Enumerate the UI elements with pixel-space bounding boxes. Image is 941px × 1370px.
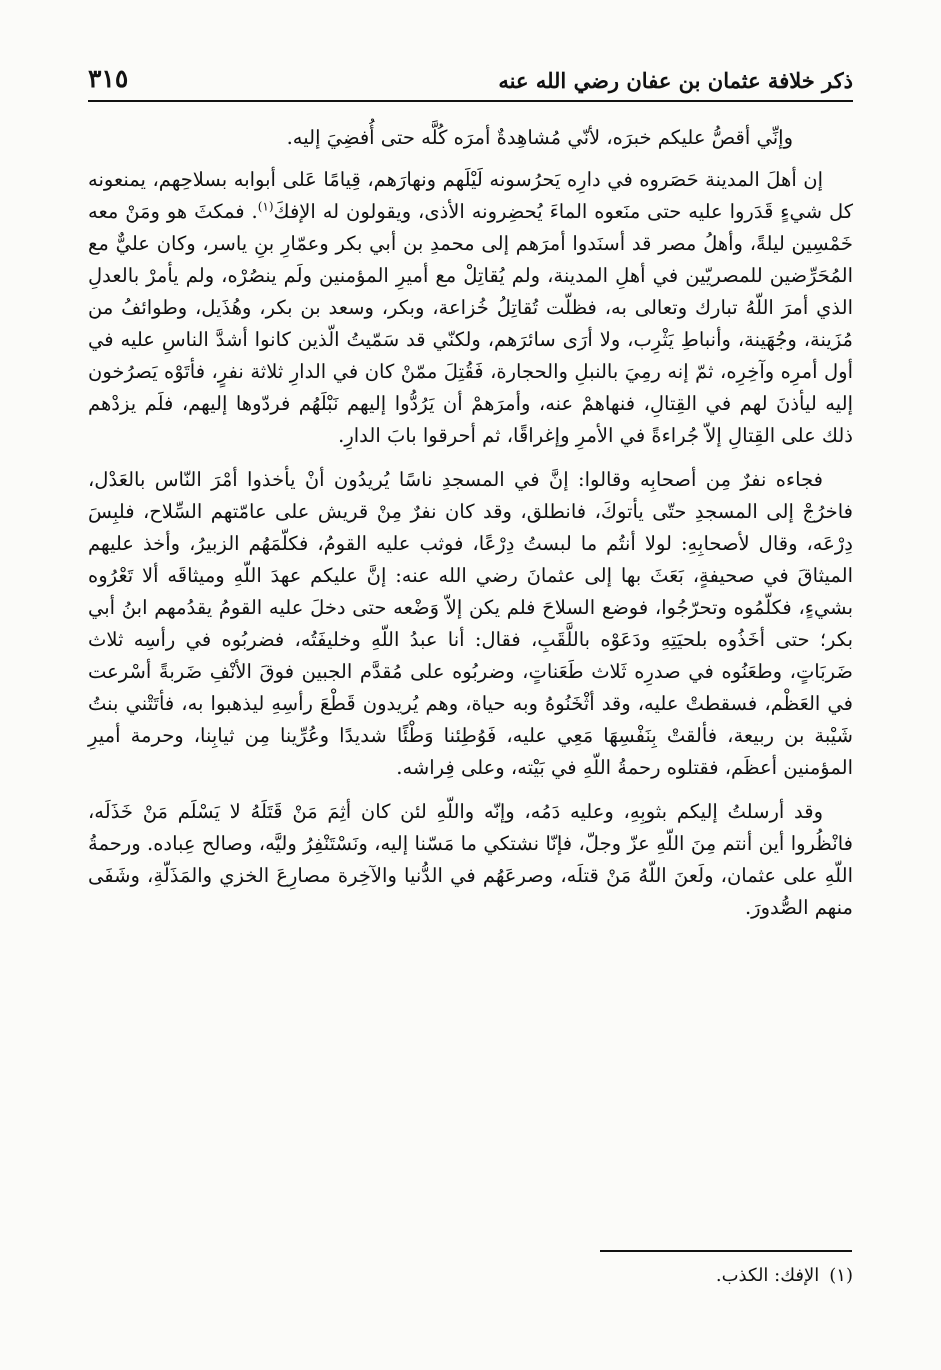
paragraph-2-part-b: . فمكثَ هو ومَنْ معه خَمْسِين ليلةً، وأهلُ مصر قد أسنَدوا أمرَهم إلى محمدِ بن أبي بكر وعمّارِ بنِ ياسر، وكان عليٌّ مع المُحَرِّضين للمصريّين في أهلِ المدينة، ولم يُقاتِلْ مع أميرِ المؤمنين ولَم ينصُرْه، ولم يأمرْ بالعدلِ الذي أمرَ اللّهُ تبارك وتعالى به، فظلّت تُقاتِلُ خُزاعة، وبكر، وسعد بن بكر، وهُذَيل، وطوائفُ من مُزَينة، وجُهَينة، وأنباطِ يَثْرِب، ولا أرَى سائرَهم، ولكنّي قد سَمّيتُ الّذين كانوا أشدَّ الناسِ عليه في أول أمرِه وآخِرِه، ثمّ إنه رمِيَ بالنبلِ والحجارة، فَقُتِلَ ممّنْ كان في الدارِ ثلاثة نفرٍ، فأتَوْه يَصرُخون إليه ليأذنَ لهم في القِتالِ، فنهاهمْ عنه، وأمرَهمْ أن يَرُدُّوا إليهم نَبْلَهُم فردّوها إليهم، فلَم يزدْهم ذلك على القِتالِ إلاّ جُراءةً في الأمرِ وإغراقًا، ثم أحرقوا بابَ الدارِ. <box>88 200 853 447</box>
paragraph-1: وإنِّي أقصُّ عليكم خبرَه، لأنّي مُشاهِدةٌ أمرَه كُلَّه حتى أُفضِيَ إليه. <box>286 126 793 149</box>
footnote-number: (١) <box>829 1265 853 1286</box>
paragraph-4: وقد أرسلتُ إليكم بثوبِهِ، وعليه دَمُه، وإنّه واللّهِ لئن كان أثِمَ مَنْ قَتَلَهُ لا يَسْلَم مَنْ خَذَلَه، فانْظُروا أين أنتم مِنَ اللّهِ عزّ وجلّ، فإنّا نشتكي ما مَسّنا إليه، ونَسْتَنْفِرُ وليَّه، وصالح عِباده. ورحمةُ اللّهِ على عثمان، ولَعنَ اللّهُ مَنْ قتلَه، وصرعَهُم في الدُّنيا والآخِرة مصارِعَ الخزي والمَذَلّةِ، وشَفَى منهم الصُّدورَ. <box>88 800 853 919</box>
footnote-rule <box>600 1250 852 1252</box>
footnote-reference: (١) <box>257 199 274 214</box>
header-rule <box>88 100 853 102</box>
paragraph-3: فجاءه نفرٌ مِن أصحابِه وقالوا: إنَّ في المسجدِ ناسًا يُريدُون أنْ يأخذوا أمْرَ النّاس بالعَدْل، فاخرُجْ إلى المسجدِ حتّى يأتوكَ، فانطلق، وقد كان نفرٌ مِنْ قريش على عامّتهم السِّلاح، فلبِسَ دِرْعَه، وقال لأصحابِهِ: لولا أنتُم ما لبستُ دِرْعًا، فوثب عليه القومُ، فكلّمَهُم الزبيرُ، وأخذ عليهم الميثاقَ في صحيفةٍ، بَعَثَ بها إلى عثمانَ رضي الله عنه: إنَّ عليكم عهدَ اللّهِ وميثاقَه ألا تَعْرُوه بشيءٍ، فكلّمُوه وتحرّجُوا، فوضع السلاحَ فلم يكن إلاّ وَضْعه حتى دخلَ عليه القومُ يقدُمهم ابنُ أبي بكر؛ حتى أخَذُوه بلحيَتِهِ ودَعَوْه باللَّقَبِ، فقال: أنا عبدُ اللّهِ وخليفَتُه، فضربُوه في رأسِه ثلاث ضَربَاتٍ، وطعَنُوه في صدرِه ثَلاث طَعَناتٍ، وضربُوه على مُقدَّم الجبين فوقَ الأنْفِ ضَربةً أسْرعت في العَظْم، فسقطتْ عليه، وقد أثْخَنُوهُ وبه حياة، وهم يُريدون قَطْعَ رأسِهِ ليذهبوا به، فأتَتْني بنتُ شَيْبة بن ربيعة، فألقتْ بِنَفْسِهَا مَعِي عليه، فَوُطِئنا وَطْئًا شديدًا وعُرِّينا مِن ثيابِنا، وحرمة أميرِ المؤمنين أعظَم، فقتلوه رحمةُ اللّهِ في بَيْته، وعلى فِراشه. <box>88 468 853 779</box>
page-header <box>88 58 853 102</box>
running-title: ذكر خلافة عثمان بن عفان رضي الله عنه <box>498 68 853 93</box>
footnote <box>716 1265 853 1286</box>
paragraph-2 <box>88 164 853 452</box>
footnote-text: الإفك: الكذب. <box>715 1265 820 1286</box>
page-number: ٣١٥ <box>88 64 129 93</box>
paragraph-2-part-a: إن أهلَ المدينة حَصَروه في دارِه يَحرُسونه لَيْلَهم ونهارَهم، قِيامًا عَلى أبوابه بسلاحِهم، يمنعونه كل شيءٍ قَدَروا عليه حتى منَعوه الماءَ يُحضِرونه الأذى، ويقولون له الإفكَ <box>88 168 854 223</box>
body-text <box>88 122 853 936</box>
